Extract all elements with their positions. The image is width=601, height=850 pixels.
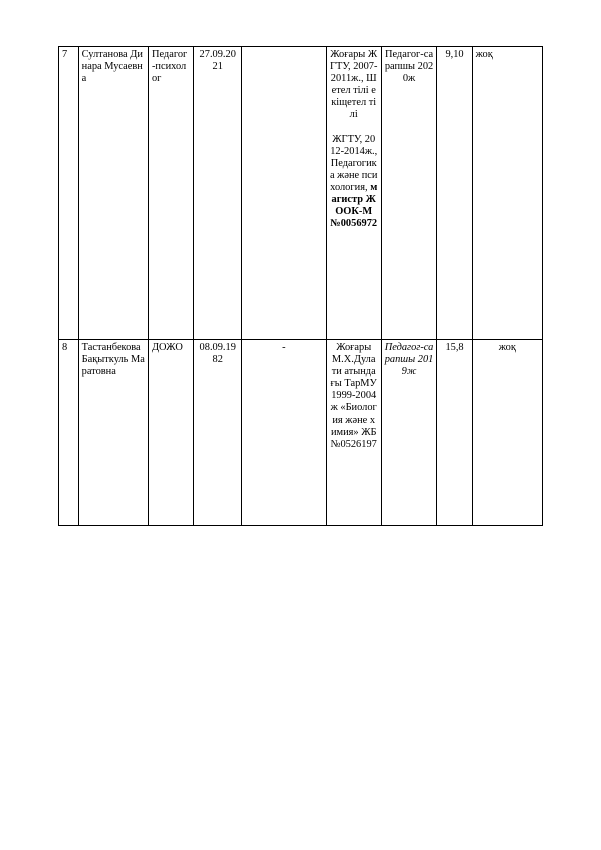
education-master: ЖГТУ, 2012-2014ж., Педагогика және психология, bbox=[329, 133, 378, 193]
staff-table bbox=[58, 46, 543, 526]
empty-cell bbox=[242, 47, 327, 340]
education-cell bbox=[326, 47, 381, 340]
employee-name: Тастанбекова Бақыткуль Маратовна bbox=[78, 340, 148, 526]
employee-position: Педагог-психолог bbox=[148, 47, 194, 340]
table-row bbox=[59, 47, 543, 340]
qualification-category: Педагог-сарапшы 2020ж bbox=[381, 47, 437, 340]
spacer bbox=[330, 122, 378, 134]
education-degree: Жоғары ЖГТУ, 2007-2011ж., Шетел тілі екіщетел тілі bbox=[329, 49, 378, 121]
qualification-category: Педагог-сарапшы 2019ж bbox=[381, 340, 437, 526]
empty-cell: - bbox=[242, 340, 327, 526]
start-date: 08.09.1982 bbox=[194, 340, 242, 526]
work-experience: 9,10 bbox=[437, 47, 472, 340]
note-cell: жоқ bbox=[472, 47, 542, 340]
table-row bbox=[59, 340, 543, 526]
start-date: 27.09.2021 bbox=[194, 47, 242, 340]
row-number: 8 bbox=[59, 340, 79, 526]
employee-name: Султанова Динара Мусаевна bbox=[78, 47, 148, 340]
master-diploma: магистр ЖООК-М №0056972 bbox=[330, 181, 378, 230]
education-cell: Жоғары М.Х.Дулати атындағы ТарМУ 1999-2004ж «Биология және химия» ЖБ №0526197 bbox=[326, 340, 381, 526]
work-experience: 15,8 bbox=[437, 340, 472, 526]
employee-position: ДОЖО bbox=[148, 340, 194, 526]
row-number: 7 bbox=[59, 47, 79, 340]
note-cell: жоқ bbox=[472, 340, 542, 526]
